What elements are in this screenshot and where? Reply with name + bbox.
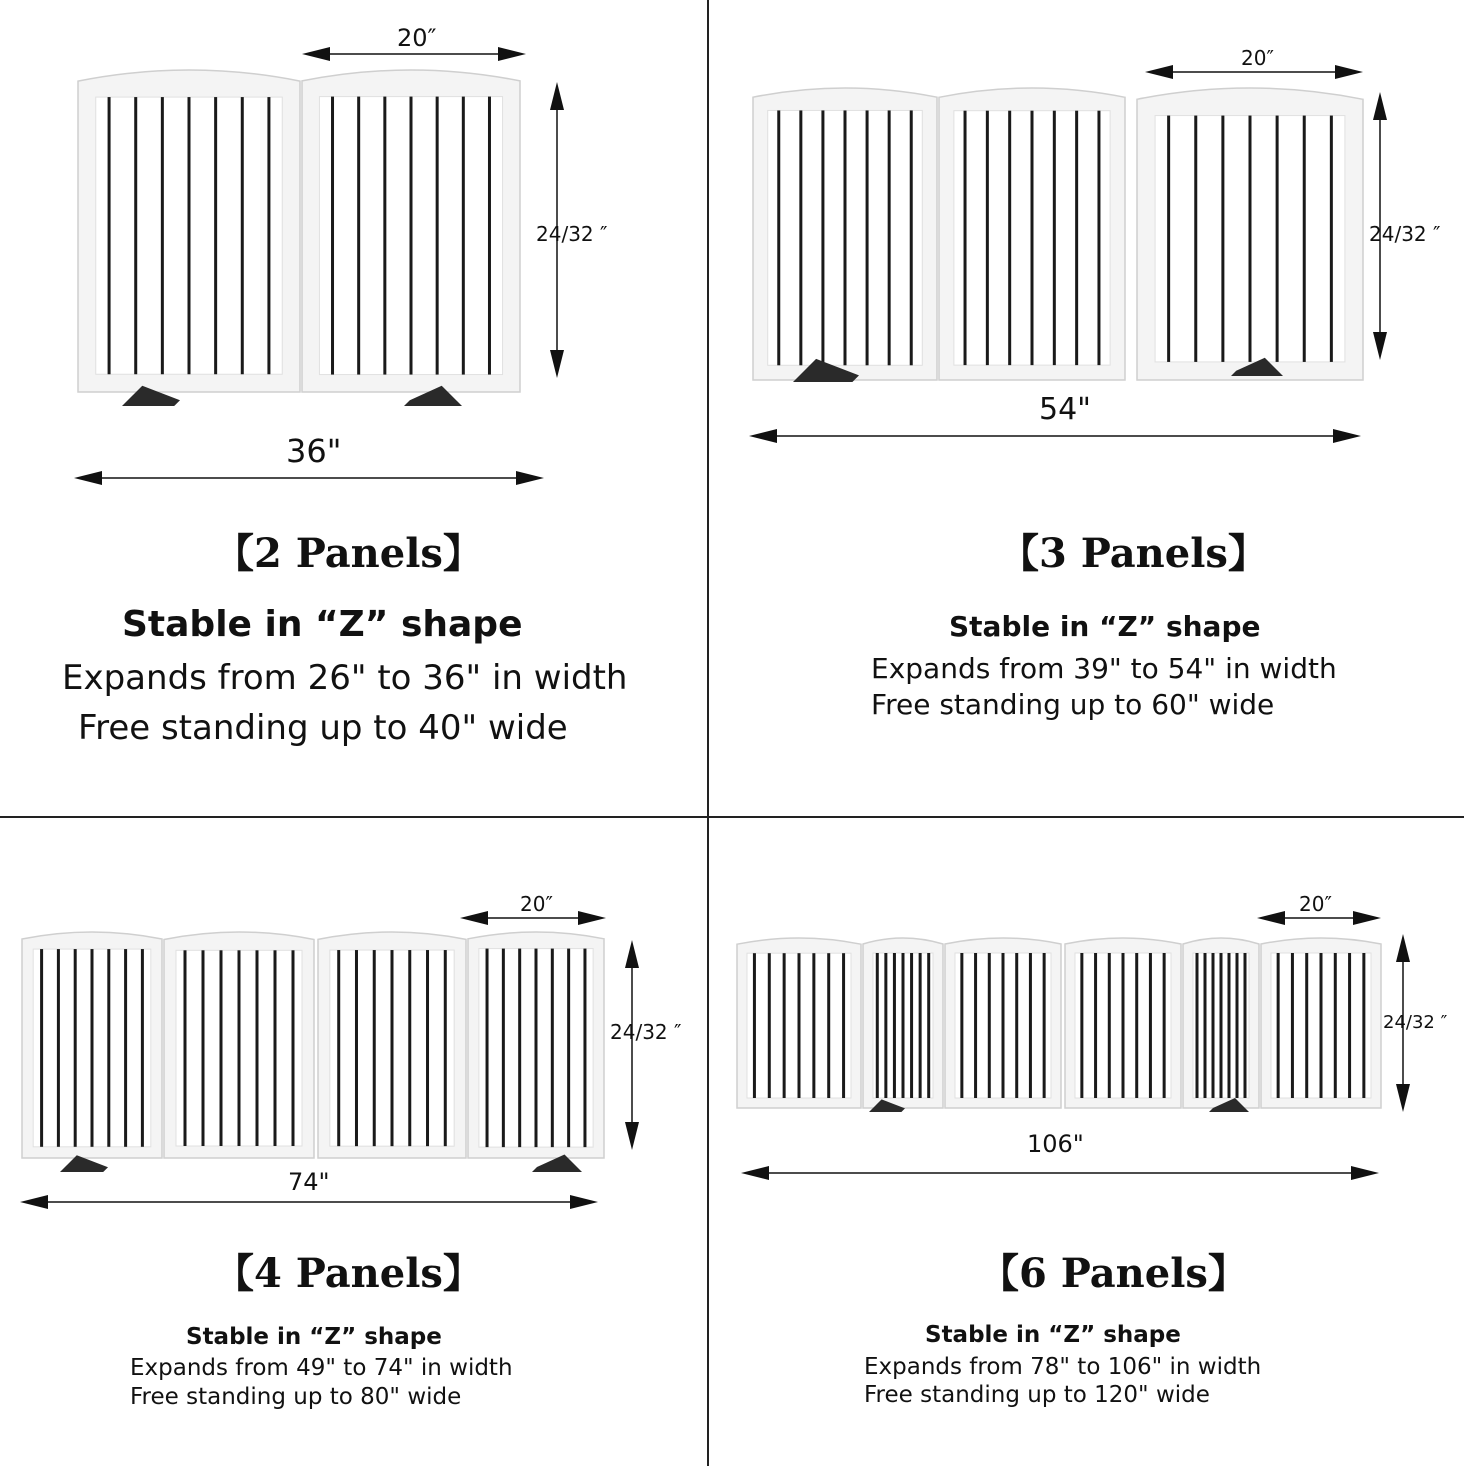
quadrant-3-panels (709, 0, 1464, 815)
panel-count-title: 【4 Panels】 (214, 1250, 483, 1297)
height-label: 24/32 ″ (536, 222, 608, 246)
gate-panel-4 (1065, 938, 1181, 1108)
gate-panel-1 (737, 938, 861, 1108)
expands-text: Expands from 78" to 106" in width (864, 1354, 1262, 1380)
panel-count-title: 【6 Panels】 (979, 1250, 1248, 1297)
gate-panel-3 (1137, 88, 1363, 380)
quadrant-2-panels (0, 0, 706, 815)
expands-text: Expands from 49" to 74" in width (130, 1355, 513, 1381)
free-standing-text: Free standing up to 80" wide (130, 1384, 462, 1410)
panel-width-label: 20″ (1241, 46, 1274, 70)
panel-width-label: 20″ (520, 892, 553, 916)
total-width-arrow (20, 1195, 598, 1209)
stable-text: Stable in “Z” shape (925, 1322, 1181, 1348)
quadrant-6-panels (709, 818, 1464, 1466)
quadrant-4-panels (0, 818, 706, 1466)
gate-panel-4 (468, 932, 604, 1158)
total-width-label: 54" (1039, 392, 1091, 427)
expands-text: Expands from 26" to 36" in width (62, 658, 628, 698)
free-standing-text: Free standing up to 40" wide (78, 708, 568, 748)
gate-panel-2 (939, 88, 1125, 380)
gate-panel-1 (22, 932, 162, 1158)
gate-illustration-6-panels (709, 818, 1464, 1218)
gate-panel-5 (1183, 938, 1259, 1108)
gate-panel-3 (945, 938, 1061, 1108)
height-label: 24/32 ″ (610, 1020, 682, 1044)
gate-illustration-4-panels (0, 818, 706, 1218)
total-width-arrow (749, 429, 1361, 443)
panel-width-label: 20″ (1299, 892, 1332, 916)
panel-width-label: 20″ (397, 24, 437, 52)
height-arrow (625, 940, 639, 1150)
total-width-label: 36" (286, 432, 342, 470)
gate-panel-1 (78, 70, 300, 392)
expands-text: Expands from 39" to 54" in width (871, 652, 1337, 685)
panel-count-title: 【3 Panels】 (999, 530, 1268, 577)
free-standing-text: Free standing up to 120" wide (864, 1382, 1210, 1408)
gate-panel-2 (164, 932, 314, 1158)
gate-panel-6 (1261, 938, 1381, 1108)
gate-panel-2 (863, 938, 943, 1108)
gate-illustration-2-panels (0, 0, 706, 520)
gate-panel-2 (302, 70, 520, 392)
total-width-label: 106" (1027, 1130, 1084, 1158)
height-label: 24/32 ″ (1383, 1012, 1448, 1033)
stable-text: Stable in “Z” shape (186, 1324, 442, 1350)
gate-illustration-3-panels (709, 0, 1464, 520)
height-label: 24/32 ″ (1369, 222, 1441, 246)
panel-count-title: 【2 Panels】 (214, 530, 483, 577)
free-standing-text: Free standing up to 60" wide (871, 688, 1275, 721)
stable-text: Stable in “Z” shape (122, 604, 523, 645)
total-width-arrow (74, 471, 544, 485)
stable-text: Stable in “Z” shape (949, 610, 1261, 643)
gate-panel-3 (318, 932, 466, 1158)
total-width-arrow (741, 1166, 1379, 1180)
total-width-label: 74" (288, 1168, 330, 1196)
gate-panel-1 (753, 88, 937, 380)
